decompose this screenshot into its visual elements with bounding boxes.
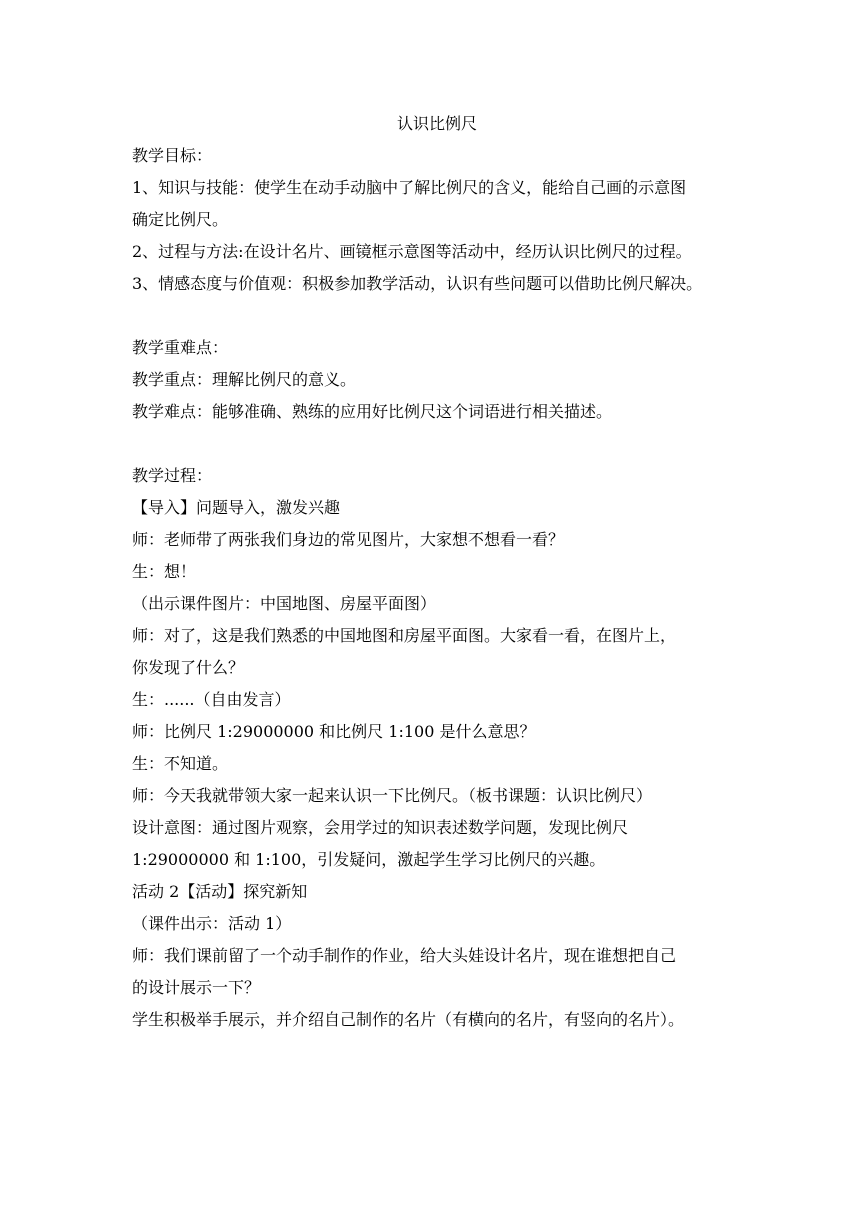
design-intent-line-2: 1:29000000 和 1:100，引发疑问，激起学生学习比例尺的兴趣。	[132, 850, 606, 869]
dialogue-line: 师：今天我就带领大家一起来认识一下比例尺。（板书课题：认识比例尺）	[132, 786, 653, 805]
dialogue-line: （出示课件图片：中国地图、房屋平面图）	[132, 594, 437, 613]
blank-line	[132, 300, 732, 332]
objective-1-line-1: 1、知识与技能：使学生在动手动脑中了解比例尺的含义，能给自己画的示意图	[132, 178, 687, 197]
dialogue-line: 学生积极举手展示，并介绍自己制作的名片（有横向的名片，有竖向的名片）。	[132, 1010, 685, 1029]
dialogue-line: 生：......（自由发言）	[132, 690, 291, 709]
intro-heading: 【导入】问题导入，激发兴趣	[132, 498, 341, 517]
dialogue-line: 的设计展示一下？	[132, 978, 261, 997]
dialogue-line: 师：老师带了两张我们身边的常见图片，大家想不想看一看？	[132, 530, 565, 549]
objective-3: 3、情感态度与价值观：积极参加教学活动，认识有些问题可以借助比例尺解决。	[132, 274, 703, 293]
dialogue-line: 你发现了什么？	[132, 658, 245, 677]
dialogue-line: 师：对了，这是我们熟悉的中国地图和房屋平面图。大家看一看，在图片上，	[132, 626, 677, 645]
key-point: 教学重点：理解比例尺的意义。	[132, 370, 357, 389]
difficulty-point: 教学难点：能够准确、熟练的应用好比例尺这个词语进行相关描述。	[132, 402, 613, 421]
dialogue-line: 生：想！	[132, 562, 197, 581]
dialogue-line: 师：我们课前留了一个动手制作的作业，给大头娃设计名片，现在谁想把自己	[132, 946, 677, 965]
objective-2: 2、过程与方法:在设计名片、画镜框示意图等活动中，经历认识比例尺的过程。	[132, 242, 692, 261]
dialogue-line: （课件出示：活动 1）	[132, 914, 292, 933]
document-page	[132, 108, 732, 1036]
objective-1-line-2: 确定比例尺。	[132, 210, 229, 229]
activity-heading: 活动 2【活动】探究新知	[132, 882, 308, 901]
process-heading: 教学过程：	[132, 466, 213, 485]
dialogue-line: 生：不知道。	[132, 754, 229, 773]
keypoints-heading: 教学重难点：	[132, 338, 229, 357]
blank-line	[132, 428, 732, 460]
objectives-heading: 教学目标：	[132, 146, 213, 165]
dialogue-line: 师：比例尺 1:29000000 和比例尺 1:100 是什么意思？	[132, 722, 536, 741]
design-intent-line-1: 设计意图：通过图片观察，会用学过的知识表述数学问题，发现比例尺	[132, 818, 629, 837]
document-title: 认识比例尺	[396, 114, 477, 133]
